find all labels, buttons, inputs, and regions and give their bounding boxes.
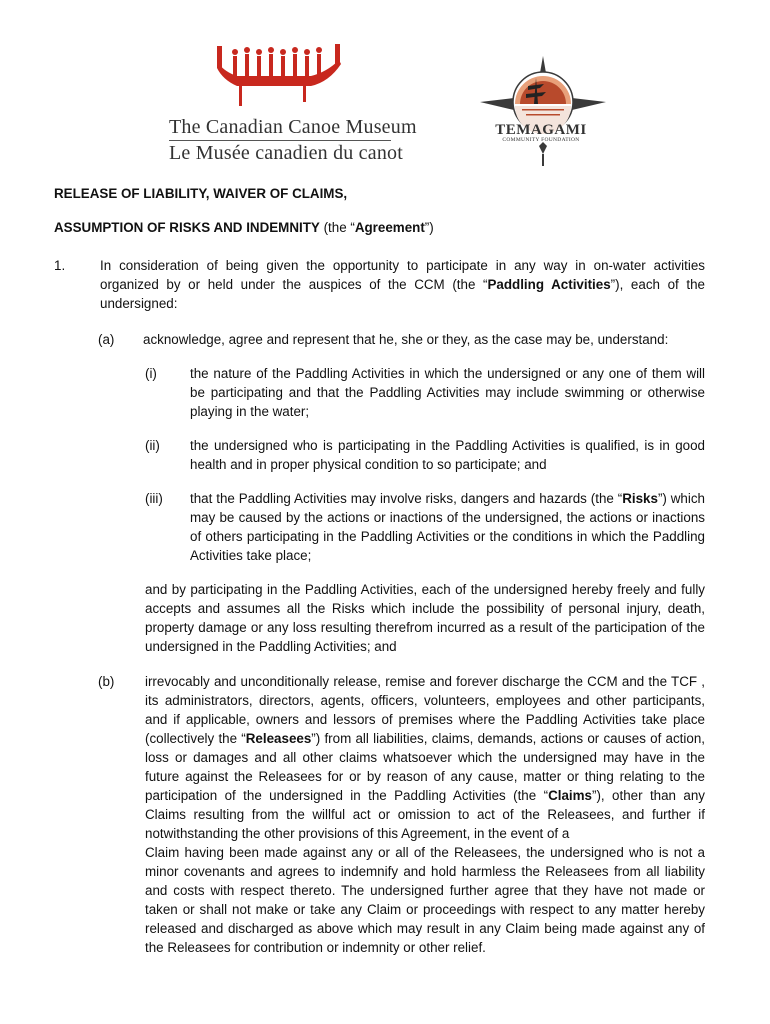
clause-b-defined-term-releasees: Releasees (245, 731, 312, 746)
clause-a-label: (a) (98, 332, 115, 347)
title-defined-term: Agreement (354, 220, 425, 235)
section-1-number: 1. (54, 258, 66, 273)
section-1-text (100, 256, 705, 313)
item-ii-text: the undersigned who is participating in the Paddling Activities is qualified, is in good health and in proper physical condition to so participate; and (190, 438, 705, 472)
tcf-subtitle: COMMUNITY FOUNDATION (502, 137, 580, 143)
section-1-text-pre: In consideration of being given the opportunity to participate in any way in on-water activities organized by or held under the auspices of the CCM (the “ (100, 258, 705, 292)
clause-b-part2: ”) from all liabilities, claims, demands, actions or causes of action, loss or damages and all other claims whatsoever which the undersigned may have in the future against the Releasees for or by reason of any cause, matter or thing relating to the participation of the undersigned in the Paddling Activities (the “ (145, 731, 705, 803)
item-i-label: (i) (145, 366, 157, 381)
item-iii-text-post: ”) which may be caused by the actions or inactions of the undersigned, the actions or inactions of others participating in the Paddling Activities or the conditions in which the Paddling Activities take place; (190, 491, 705, 563)
item-iii-text-pre: that the Paddling Activities may involve risks, dangers and hazards (the “ (190, 491, 623, 506)
section-1-text-post: ”), each of the undersigned: (100, 277, 705, 311)
compass-sunset-icon (478, 56, 608, 168)
item-iii-defined-term: Risks (622, 491, 658, 506)
ccm-name-english: The Canadian Canoe Museum (169, 116, 417, 138)
item-i-text: the nature of the Paddling Activities in which the undersigned or any one of them will be participating and that the Paddling Activities may include swimming or otherwise playing in the water; (190, 366, 705, 419)
ccm-divider (169, 140, 391, 141)
title-suffix-pre: (the “ (319, 220, 355, 235)
item-ii-label: (ii) (145, 438, 160, 453)
temagami-community-foundation-logo (478, 56, 608, 168)
canadian-canoe-museum-logo (165, 42, 417, 170)
item-iii-label: (iii) (145, 491, 163, 506)
ccm-name-french: Le Musée canadien du canot (169, 142, 403, 164)
clause-b-label: (b) (98, 674, 115, 689)
document-title-line1: RELEASE OF LIABILITY, WAIVER OF CLAIMS, (54, 186, 348, 201)
clause-b-defined-term-claims: Claims (548, 788, 592, 803)
document-title-line2 (54, 218, 434, 237)
item-iii-text (190, 489, 705, 565)
clause-b-paragraph-1 (145, 672, 705, 843)
section-1-defined-term: Paddling Activities (487, 277, 611, 292)
clause-b-part3: ”), other than any Claims resulting from the willful act or omission to act of the Releasees, and further if notwithstanding the other provisions of this Agreement, in the event of a (145, 788, 705, 841)
clause-a-text: acknowledge, agree and represent that he, she or they, as the case may be, understand: (143, 332, 669, 347)
clause-b-paragraph-2: Claim having been made against any or all of the Releasees, the undersigned who is not a minor covenants and agrees to indemnify and hold harmless the Releasees from all liability and costs with respect thereto. The undersigned further agree that they have not made or taken or shall not make or take any Claim or proceedings with respect to any matter hereby released and discharged as above which may result in any Claim being made against any of the Releasees for contribution or indemnity or other relief. (145, 845, 705, 955)
canoe-paddlers-icon (215, 42, 345, 110)
title-suffix-post: ”) (424, 220, 434, 235)
clause-b-part1: irrevocably and unconditionally release, remise and forever discharge the CCM and the TCF , its administrators, directors, agents, officers, volunteers, employees and other participants, and if applicable, owners and lessors of premises where the Paddling Activities take place (collectively the “ (145, 674, 705, 746)
title-bold-text: ASSUMPTION OF RISKS AND INDEMNITY (54, 220, 320, 235)
tcf-name: TEMAGAMI (495, 122, 587, 138)
clause-b-text (145, 672, 705, 957)
clause-a-closing-text: and by participating in the Paddling Activities, each of the undersigned hereby freely and fully accepts and assumes all the Risks which include the possibility of personal injury, death, property damage or any loss resulting therefrom incurred as a result of the participation of the undersigned in the Paddling Activities; and (145, 582, 705, 654)
